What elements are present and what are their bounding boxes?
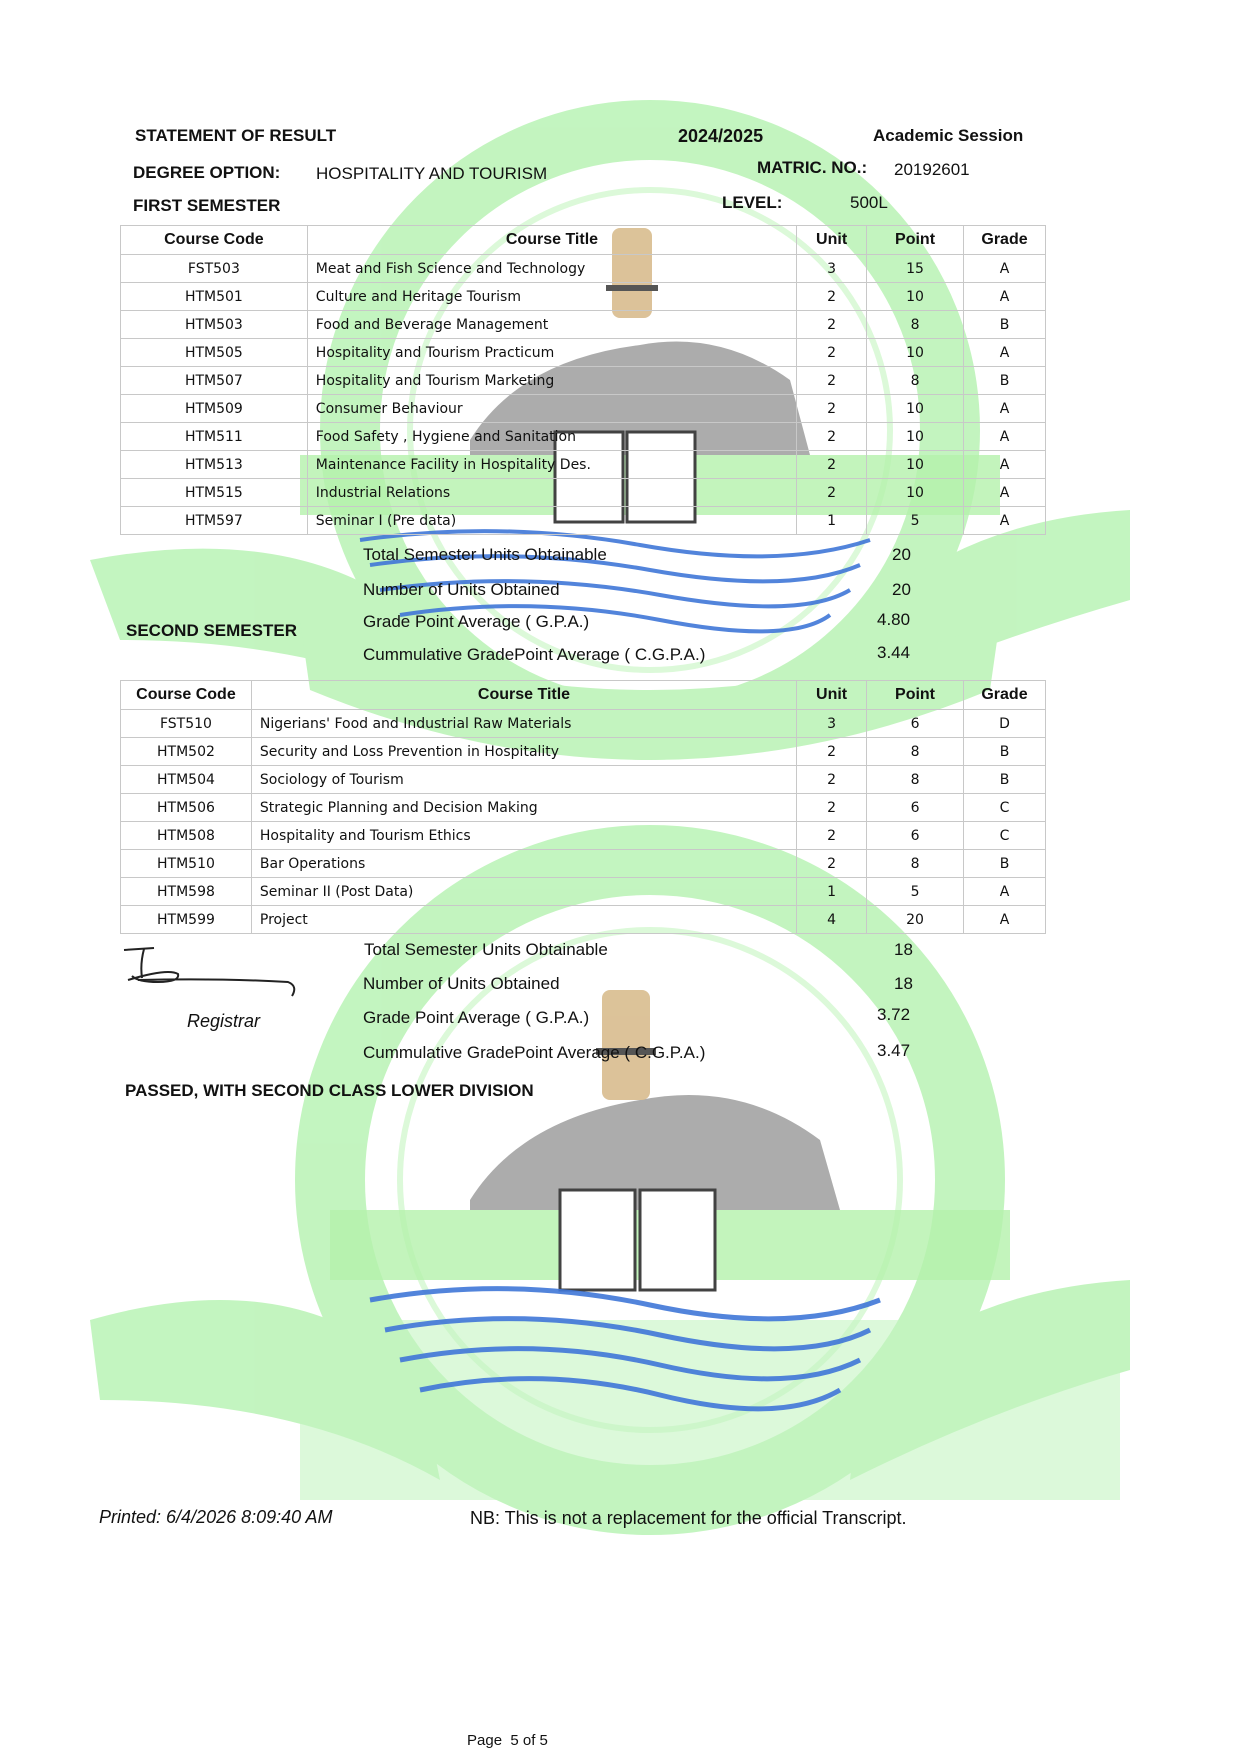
s1-total-units-label: Total Semester Units Obtainable <box>363 545 607 564</box>
table-row <box>121 710 1046 738</box>
point-cell: 6 <box>867 710 964 738</box>
s1-total-units-value: 20 <box>892 545 911 564</box>
course-code-cell: HTM506 <box>121 794 252 822</box>
grade-cell: A <box>963 878 1045 906</box>
point-cell: 8 <box>867 367 964 395</box>
col-header-unit: Unit <box>797 226 867 255</box>
unit-cell: 1 <box>797 507 867 535</box>
point-cell: 10 <box>867 339 964 367</box>
col-header-unit: Unit <box>797 681 867 710</box>
unit-cell: 3 <box>797 255 867 283</box>
course-code-cell: HTM598 <box>121 878 252 906</box>
course-code-cell: HTM515 <box>121 479 308 507</box>
unit-cell: 1 <box>797 878 867 906</box>
grade-cell: A <box>964 283 1046 311</box>
point-cell: 10 <box>867 479 964 507</box>
table-row <box>121 794 1046 822</box>
course-code-cell: HTM513 <box>121 451 308 479</box>
level-label: LEVEL: <box>722 193 783 212</box>
point-cell: 10 <box>867 395 964 423</box>
printed-timestamp: Printed: 6/4/2026 8:09:40 AM <box>99 1507 333 1527</box>
course-title-cell: Culture and Heritage Tourism <box>307 283 796 311</box>
course-title-cell: Bar Operations <box>251 850 796 878</box>
table-row <box>121 878 1046 906</box>
s1-gpa-label: Grade Point Average ( G.P.A.) <box>363 612 590 631</box>
course-title-cell: Sociology of Tourism <box>251 766 796 794</box>
table-row <box>121 766 1046 794</box>
course-title-cell: Nigerians' Food and Industrial Raw Materials <box>251 710 796 738</box>
course-title-cell: Hospitality and Tourism Ethics <box>251 822 796 850</box>
grade-cell: B <box>964 367 1046 395</box>
grade-cell: B <box>963 850 1045 878</box>
degree-option-value: HOSPITALITY AND TOURISM <box>316 164 548 183</box>
unit-cell: 2 <box>797 367 867 395</box>
course-title-cell: Meat and Fish Science and Technology <box>307 255 796 283</box>
unit-cell: 2 <box>797 738 867 766</box>
course-code-cell: HTM511 <box>121 423 308 451</box>
course-code-cell: HTM507 <box>121 367 308 395</box>
s2-total-units-value: 18 <box>894 940 913 959</box>
course-title-cell: Strategic Planning and Decision Making <box>251 794 796 822</box>
course-code-cell: HTM597 <box>121 507 308 535</box>
course-code-cell: HTM599 <box>121 906 252 934</box>
course-code-cell: HTM510 <box>121 850 252 878</box>
course-code-cell: HTM508 <box>121 822 252 850</box>
col-header-grade: Grade <box>963 681 1045 710</box>
table-header-row <box>121 226 1046 255</box>
col-header-point: Point <box>867 681 964 710</box>
table-row <box>121 738 1046 766</box>
course-code-cell: HTM503 <box>121 311 308 339</box>
table-row <box>121 479 1046 507</box>
s1-cgpa-value: 3.44 <box>877 643 911 662</box>
table-row <box>121 822 1046 850</box>
grade-cell: A <box>963 906 1045 934</box>
unit-cell: 2 <box>797 479 867 507</box>
unit-cell: 3 <box>797 710 867 738</box>
level-value: 500L <box>850 193 888 212</box>
session-label: Academic Session <box>873 126 1024 145</box>
course-title-cell: Seminar II (Post Data) <box>251 878 796 906</box>
grade-cell: B <box>963 766 1045 794</box>
course-title-cell: Hospitality and Tourism Practicum <box>307 339 796 367</box>
unit-cell: 2 <box>797 339 867 367</box>
matric-value: 20192601 <box>894 160 970 179</box>
table-row <box>121 339 1046 367</box>
grade-cell: B <box>963 738 1045 766</box>
col-header-point: Point <box>867 226 964 255</box>
point-cell: 8 <box>867 738 964 766</box>
second-semester-title: SECOND SEMESTER <box>126 621 297 640</box>
unit-cell: 2 <box>797 822 867 850</box>
point-cell: 5 <box>867 878 964 906</box>
course-code-cell: HTM501 <box>121 283 308 311</box>
page-number: Page 5 of 5 <box>467 1732 548 1749</box>
unit-cell: 2 <box>797 850 867 878</box>
second-semester-table <box>120 680 1046 934</box>
first-semester-table <box>120 225 1046 535</box>
course-title-cell: Project <box>251 906 796 934</box>
grade-cell: C <box>963 822 1045 850</box>
course-title-cell: Industrial Relations <box>307 479 796 507</box>
grade-cell: A <box>964 395 1046 423</box>
course-code-cell: HTM504 <box>121 766 252 794</box>
table-row <box>121 283 1046 311</box>
s2-cgpa-value: 3.47 <box>877 1041 911 1060</box>
course-code-cell: HTM509 <box>121 395 308 423</box>
course-code-cell: FST503 <box>121 255 308 283</box>
point-cell: 10 <box>867 423 964 451</box>
grade-cell: C <box>963 794 1045 822</box>
registrar-signature <box>118 944 308 1004</box>
s1-gpa-value: 4.80 <box>877 610 911 629</box>
col-header-code: Course Code <box>121 681 252 710</box>
table-row <box>121 451 1046 479</box>
grade-cell: A <box>964 339 1046 367</box>
table-row <box>121 395 1046 423</box>
course-title-cell: Security and Loss Prevention in Hospitality <box>251 738 796 766</box>
point-cell: 8 <box>867 311 964 339</box>
unit-cell: 2 <box>797 395 867 423</box>
point-cell: 15 <box>867 255 964 283</box>
unit-cell: 2 <box>797 423 867 451</box>
course-title-cell: Food Safety , Hygiene and Sanitation <box>307 423 796 451</box>
col-header-grade: Grade <box>964 226 1046 255</box>
session-year: 2024/2025 <box>678 126 764 146</box>
grade-cell: D <box>963 710 1045 738</box>
grade-cell: A <box>964 451 1046 479</box>
table-row <box>121 255 1046 283</box>
first-semester-title: FIRST SEMESTER <box>133 196 281 215</box>
document-title: STATEMENT OF RESULT <box>135 126 337 145</box>
matric-label: MATRIC. NO.: <box>757 158 868 177</box>
point-cell: 8 <box>867 850 964 878</box>
transcript-disclaimer: NB: This is not a replacement for the official Transcript. <box>470 1508 907 1528</box>
table-row <box>121 507 1046 535</box>
s2-total-units-label: Total Semester Units Obtainable <box>364 940 608 959</box>
course-code-cell: HTM502 <box>121 738 252 766</box>
grade-cell: A <box>964 423 1046 451</box>
s1-units-obtained-label: Number of Units Obtained <box>363 580 560 599</box>
course-title-cell: Consumer Behaviour <box>307 395 796 423</box>
s2-cgpa-label: Cummulative GradePoint Average ( C.G.P.A.) <box>363 1043 706 1062</box>
s2-units-obtained-value: 18 <box>894 974 913 993</box>
unit-cell: 2 <box>797 794 867 822</box>
col-header-code: Course Code <box>121 226 308 255</box>
degree-option-label: DEGREE OPTION: <box>133 163 281 182</box>
table-row <box>121 906 1046 934</box>
col-header-title: Course Title <box>251 681 796 710</box>
table-row <box>121 311 1046 339</box>
course-title-cell: Food and Beverage Management <box>307 311 796 339</box>
point-cell: 10 <box>867 283 964 311</box>
course-title-cell: Seminar I (Pre data) <box>307 507 796 535</box>
table-row <box>121 423 1046 451</box>
table-header-row <box>121 681 1046 710</box>
unit-cell: 2 <box>797 311 867 339</box>
unit-cell: 4 <box>797 906 867 934</box>
result-class: PASSED, WITH SECOND CLASS LOWER DIVISION <box>125 1081 534 1100</box>
s2-units-obtained-label: Number of Units Obtained <box>363 974 560 993</box>
grade-cell: A <box>964 255 1046 283</box>
unit-cell: 2 <box>797 283 867 311</box>
grade-cell: A <box>964 479 1046 507</box>
grade-cell: B <box>964 311 1046 339</box>
grade-cell: A <box>964 507 1046 535</box>
s1-cgpa-label: Cummulative GradePoint Average ( C.G.P.A.) <box>363 645 706 664</box>
point-cell: 6 <box>867 794 964 822</box>
point-cell: 20 <box>867 906 964 934</box>
unit-cell: 2 <box>797 451 867 479</box>
course-title-cell: Hospitality and Tourism Marketing <box>307 367 796 395</box>
course-code-cell: HTM505 <box>121 339 308 367</box>
point-cell: 6 <box>867 822 964 850</box>
s2-gpa-value: 3.72 <box>877 1005 911 1024</box>
point-cell: 10 <box>867 451 964 479</box>
course-code-cell: FST510 <box>121 710 252 738</box>
table-row <box>121 850 1046 878</box>
registrar-label: Registrar <box>187 1011 261 1031</box>
course-title-cell: Maintenance Facility in Hospitality Des. <box>307 451 796 479</box>
point-cell: 5 <box>867 507 964 535</box>
unit-cell: 2 <box>797 766 867 794</box>
point-cell: 8 <box>867 766 964 794</box>
s1-units-obtained-value: 20 <box>892 580 911 599</box>
col-header-title: Course Title <box>307 226 796 255</box>
s2-gpa-label: Grade Point Average ( G.P.A.) <box>363 1008 590 1027</box>
table-row <box>121 367 1046 395</box>
